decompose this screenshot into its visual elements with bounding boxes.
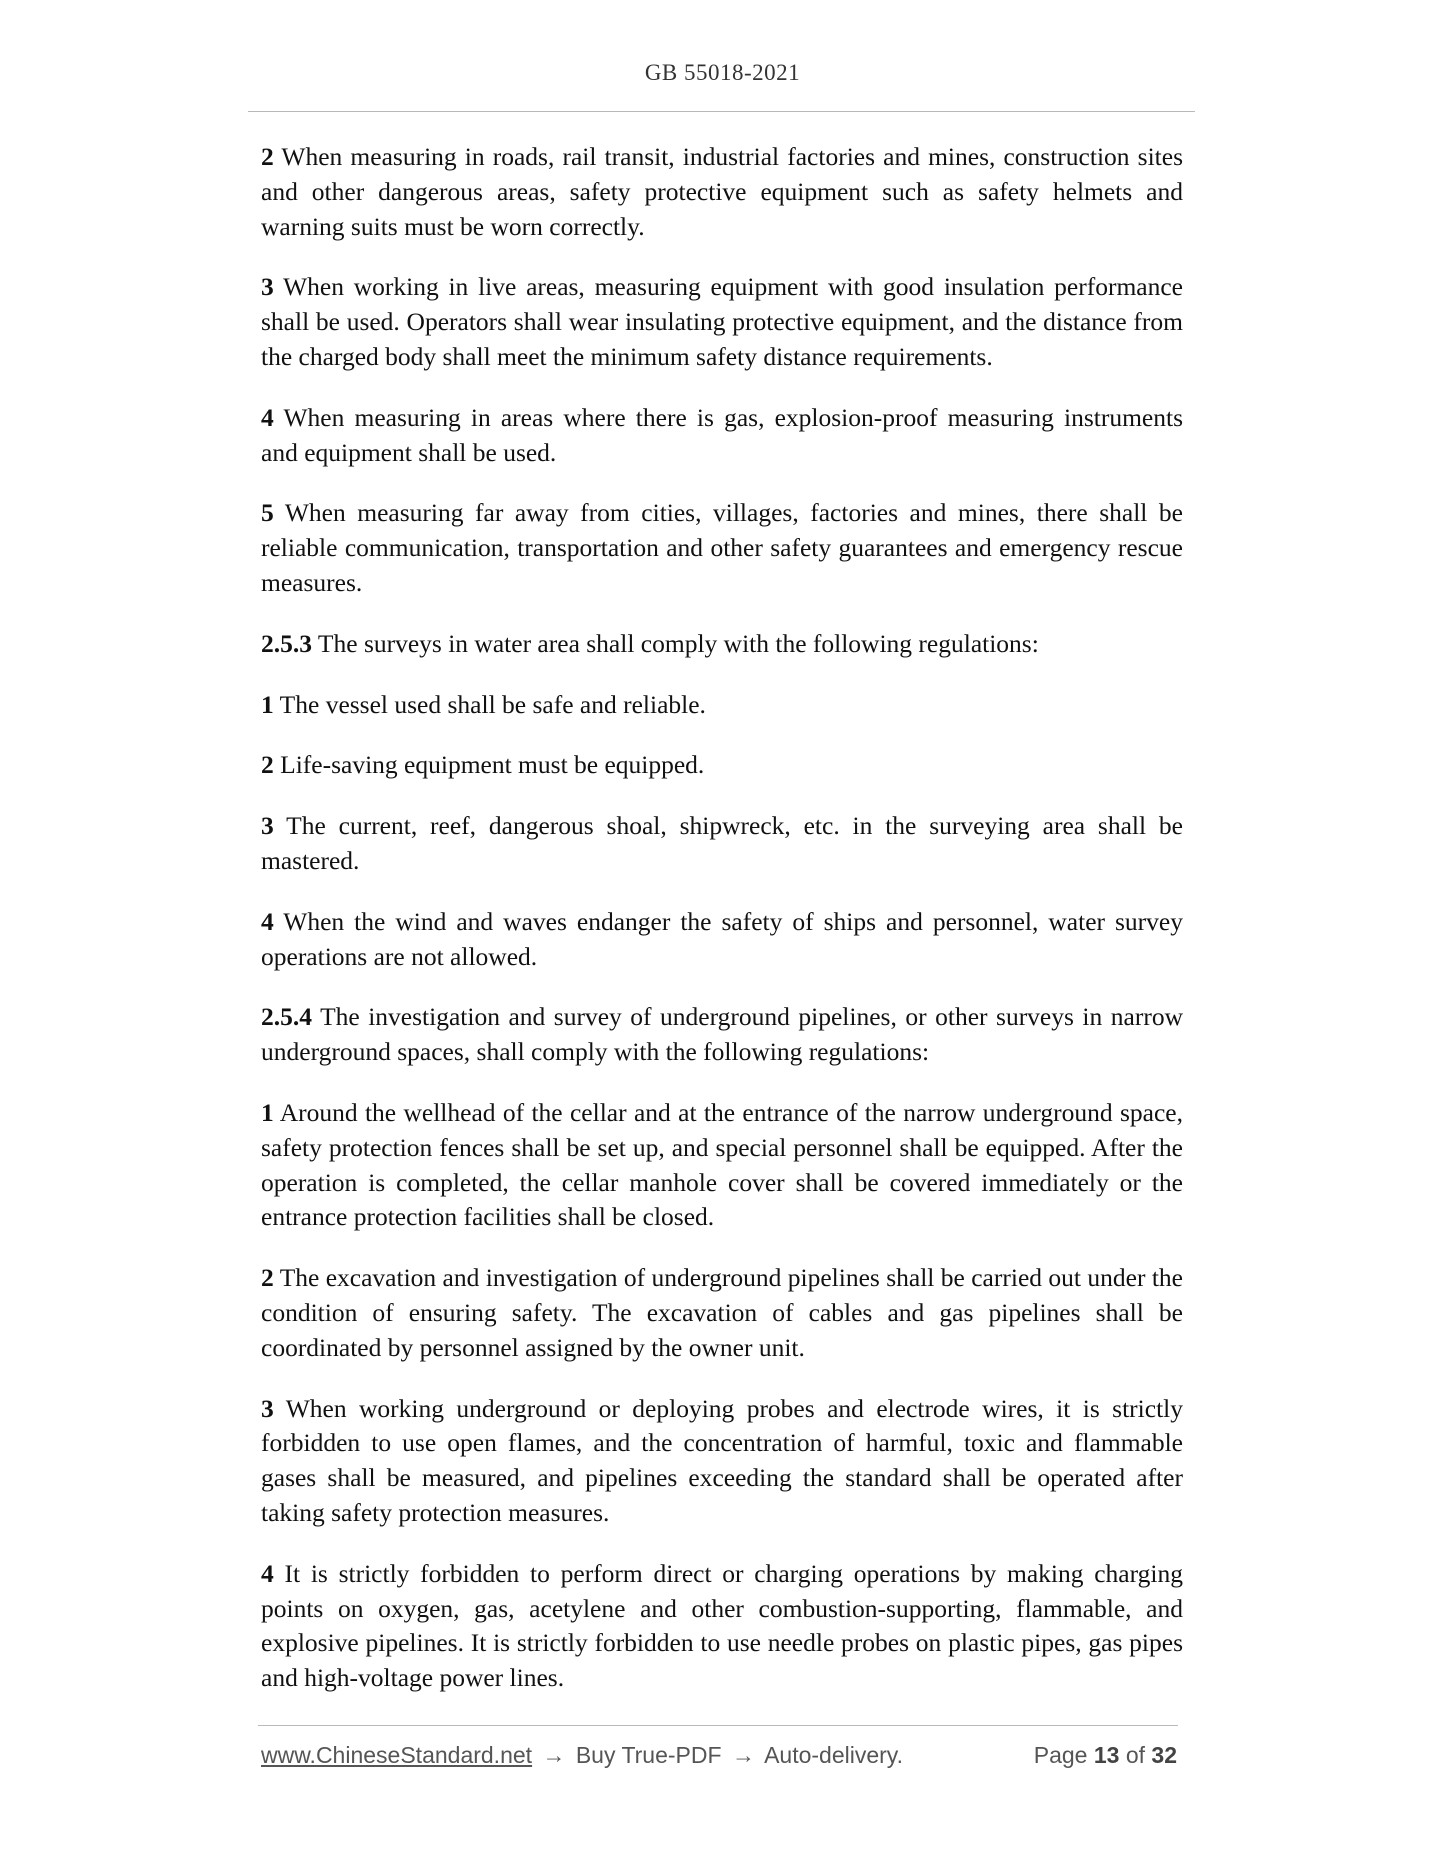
clause-number: 4 xyxy=(261,402,274,432)
section-heading-paragraph xyxy=(261,627,1183,662)
page-label: Page xyxy=(1033,1742,1088,1768)
clause-paragraph xyxy=(261,688,1183,723)
page-total: 32 xyxy=(1151,1742,1177,1768)
clause-number: 1 xyxy=(261,689,274,719)
site-link[interactable]: www.ChineseStandard.net xyxy=(261,1742,533,1768)
clause-text: Around the wellhead of the cellar and at the entrance of the narrow underground space, safety protection fences shall be set up, and special personnel shall be equipped. After the operation is completed, the cellar manhole cover shall be covered immediately or the entrance protection facilities shall be closed. xyxy=(261,1097,1183,1232)
buy-true-pdf-text: Buy True-PDF xyxy=(575,1742,722,1768)
clause-paragraph xyxy=(261,905,1183,975)
arrow-right-icon: → xyxy=(731,1742,755,1768)
clause-text: The excavation and investigation of underground pipelines shall be carried out under the condition of ensuring safety. The excavation of cables and gas pipelines shall be coordinated by personnel assigned by the owner unit. xyxy=(261,1263,1183,1362)
clause-paragraph xyxy=(261,270,1183,374)
section-text: The investigation and survey of underground pipelines, or other surveys in narrow underground spaces, shall comply with the following regulations: xyxy=(261,1002,1184,1067)
clause-paragraph xyxy=(261,496,1183,600)
clause-text: When the wind and waves endanger the safety of ships and personnel, water survey operations are not allowed. xyxy=(261,906,1183,971)
clause-paragraph xyxy=(261,748,1183,783)
header-divider xyxy=(248,111,1195,112)
clause-number: 3 xyxy=(261,1393,274,1423)
clause-number: 3 xyxy=(261,272,274,302)
auto-delivery-text: Auto-delivery. xyxy=(764,1742,903,1768)
document-body xyxy=(261,140,1183,1722)
clause-text: When working underground or deploying probes and electrode wires, it is strictly forbidden to use open flames, and the concentration of harmful, toxic and flammable gases shall be measured, and pipelines exceeding the standard shall be operated after taking safety protection measures. xyxy=(261,1393,1183,1527)
section-text: The surveys in water area shall comply with the following regulations: xyxy=(317,628,1039,658)
clause-paragraph xyxy=(261,1557,1183,1696)
clause-paragraph xyxy=(261,809,1183,879)
clause-text: It is strictly forbidden to perform direct or charging operations by making charging points on oxygen, gas, acetylene and other combustion-supporting, flammable, and explosive pipelines. It is strictly forbidden to use needle probes on plastic pipes, gas pipes and high-voltage power lines. xyxy=(261,1558,1183,1693)
clause-text: When working in live areas, measuring equipment with good insulation performance shall be used. Operators shall wear insulating protective equipment, and the distance from the charged body shall meet the minimum safety distance requirements. xyxy=(261,272,1183,371)
clause-number: 1 xyxy=(261,1097,274,1127)
clause-number: 4 xyxy=(261,1558,274,1588)
clause-paragraph xyxy=(261,1096,1183,1235)
clause-number: 5 xyxy=(261,498,274,528)
clause-text: When measuring in roads, rail transit, industrial factories and mines, construction sites and other dangerous areas, safety protective equipment such as safety helmets and warning suits must be worn correctly. xyxy=(261,142,1183,241)
section-number: 2.5.4 xyxy=(261,1002,312,1032)
clause-text: When measuring in areas where there is gas, explosion-proof measuring instruments and equipment shall be used. xyxy=(261,402,1184,467)
clause-paragraph xyxy=(261,1392,1183,1531)
clause-number: 4 xyxy=(261,906,274,936)
page-current: 13 xyxy=(1093,1742,1120,1768)
clause-number: 2 xyxy=(261,750,274,780)
of-label: of xyxy=(1125,1742,1146,1768)
page-header-doc-code: GB 55018-2021 xyxy=(644,60,801,85)
clause-paragraph xyxy=(261,1261,1183,1365)
footer-divider xyxy=(258,1725,1178,1726)
clause-paragraph xyxy=(261,140,1183,244)
clause-number: 2 xyxy=(261,142,274,171)
page-footer xyxy=(261,1742,1177,1769)
clause-number: 3 xyxy=(261,811,274,841)
clause-text: Life-saving equipment must be equipped. xyxy=(280,750,705,780)
section-number: 2.5.3 xyxy=(261,628,312,658)
clause-paragraph xyxy=(261,401,1183,471)
clause-text: The vessel used shall be safe and reliable. xyxy=(279,689,706,719)
clause-number: 2 xyxy=(261,1263,274,1293)
clause-text: The current, reef, dangerous shoal, shipwreck, etc. in the surveying area shall be mastered. xyxy=(261,811,1183,875)
arrow-right-icon: → xyxy=(542,1742,566,1768)
page-indicator xyxy=(1034,1742,1177,1769)
clause-text: When measuring far away from cities, villages, factories and mines, there shall be reliable communication, transportation and other safety guarantees and emergency rescue measures. xyxy=(261,498,1183,597)
section-heading-paragraph xyxy=(261,1000,1183,1070)
